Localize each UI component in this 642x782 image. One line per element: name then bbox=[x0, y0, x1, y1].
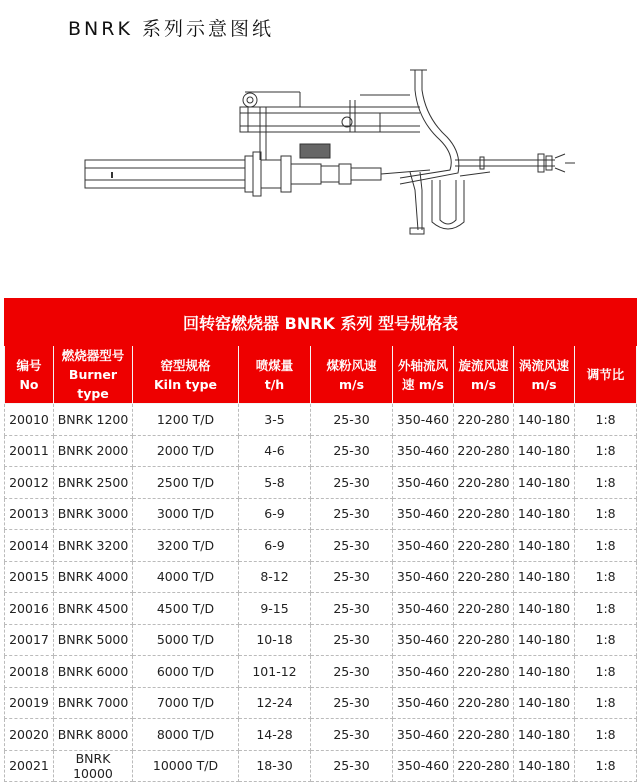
table-cell: 25-30 bbox=[311, 593, 393, 625]
column-header-cn: 旋流风速 bbox=[458, 357, 509, 373]
table-cell: 3200 T/D bbox=[133, 530, 239, 562]
table-cell: 12-24 bbox=[239, 687, 311, 719]
table-cell: 4500 T/D bbox=[133, 593, 239, 625]
column-header-en: t/h bbox=[264, 376, 285, 392]
table-cell: 140-180 bbox=[514, 624, 575, 656]
table-cell: 8000 T/D bbox=[133, 719, 239, 751]
table-cell: BNRK 6000 bbox=[54, 656, 133, 688]
table-row bbox=[5, 624, 637, 656]
table-cell: BNRK 4500 bbox=[54, 593, 133, 625]
table-cell: 220-280 bbox=[454, 719, 514, 751]
table-cell: 4-6 bbox=[239, 435, 311, 467]
table-cell: 4000 T/D bbox=[133, 561, 239, 593]
burner-barrel bbox=[85, 144, 430, 196]
table-cell: 25-30 bbox=[311, 530, 393, 562]
table-cell: 20013 bbox=[5, 498, 54, 530]
table-cell: 1:8 bbox=[575, 687, 637, 719]
table-cell: 20021 bbox=[5, 750, 54, 782]
table-cell: 5000 T/D bbox=[133, 624, 239, 656]
table-row bbox=[5, 498, 637, 530]
column-header-cn: 调节比 bbox=[586, 367, 625, 382]
table-cell: 140-180 bbox=[514, 467, 575, 499]
table-cell: 20016 bbox=[5, 593, 54, 625]
table-cell: 140-180 bbox=[514, 530, 575, 562]
table-cell: 350-460 bbox=[393, 530, 454, 562]
table-cell: 1:8 bbox=[575, 624, 637, 656]
table-cell: 220-280 bbox=[454, 530, 514, 562]
coal-feed-pipe bbox=[455, 154, 575, 172]
table-cell: 25-30 bbox=[311, 467, 393, 499]
table-cell: 18-30 bbox=[239, 750, 311, 782]
table-cell: 3000 T/D bbox=[133, 498, 239, 530]
table-cell: BNRK 3000 bbox=[54, 498, 133, 530]
table-cell: 220-280 bbox=[454, 498, 514, 530]
table-cell: 10-18 bbox=[239, 624, 311, 656]
table-cell: 140-180 bbox=[514, 656, 575, 688]
table-cell: 20017 bbox=[5, 624, 54, 656]
table-cell: 140-180 bbox=[514, 750, 575, 782]
table-cell: 25-30 bbox=[311, 435, 393, 467]
column-header-cn: 煤粉风速 bbox=[326, 357, 377, 373]
table-cell: 20012 bbox=[5, 467, 54, 499]
table-cell: 25-30 bbox=[311, 624, 393, 656]
table-cell: 14-28 bbox=[239, 719, 311, 751]
table-cell: 20019 bbox=[5, 687, 54, 719]
column-header bbox=[514, 346, 575, 404]
table-cell: 220-280 bbox=[454, 435, 514, 467]
table-cell: BNRK 1200 bbox=[54, 404, 133, 436]
table-row bbox=[5, 467, 637, 499]
table-cell: 25-30 bbox=[311, 656, 393, 688]
table-cell: 1200 T/D bbox=[133, 404, 239, 436]
table-cell: BNRK 3200 bbox=[54, 530, 133, 562]
table-cell: BNRK 4000 bbox=[54, 561, 133, 593]
column-header-en: m/s bbox=[470, 376, 497, 392]
table-cell: 350-460 bbox=[393, 656, 454, 688]
table-cell: BNRK 2500 bbox=[54, 467, 133, 499]
table-row bbox=[5, 687, 637, 719]
table-cell: BNRK 2000 bbox=[54, 435, 133, 467]
table-cell: 140-180 bbox=[514, 498, 575, 530]
table-cell: 140-180 bbox=[514, 435, 575, 467]
column-header bbox=[239, 346, 311, 404]
table-cell: 350-460 bbox=[393, 750, 454, 782]
table-cell: 5-8 bbox=[239, 467, 311, 499]
table-cell: 350-460 bbox=[393, 593, 454, 625]
table-row bbox=[5, 719, 637, 751]
table-cell: BNRK 8000 bbox=[54, 719, 133, 751]
table-cell: 25-30 bbox=[311, 404, 393, 436]
table-cell: 350-460 bbox=[393, 404, 454, 436]
table-cell: 9-15 bbox=[239, 593, 311, 625]
table-cell: BNRK 5000 bbox=[54, 624, 133, 656]
column-header-en: m/s bbox=[531, 376, 557, 392]
table-cell: 20010 bbox=[5, 404, 54, 436]
column-header-en: No bbox=[19, 376, 39, 392]
table-cell: 350-460 bbox=[393, 467, 454, 499]
table-caption: 回转窑燃烧器 BNRK 系列 型号规格表 bbox=[5, 299, 637, 346]
column-header-cn: 编号 bbox=[16, 357, 42, 373]
table-cell: 220-280 bbox=[454, 404, 514, 436]
page-title: BNRK 系列示意图纸 bbox=[68, 18, 274, 40]
column-header-en: 速 m/s bbox=[402, 376, 444, 392]
table-cell: 140-180 bbox=[514, 687, 575, 719]
table-cell: 25-30 bbox=[311, 498, 393, 530]
table-row bbox=[5, 530, 637, 562]
column-header bbox=[575, 346, 637, 404]
table-cell: 140-180 bbox=[514, 719, 575, 751]
column-header bbox=[5, 346, 54, 404]
column-header-cn: 窑型规格 bbox=[160, 357, 211, 373]
column-header bbox=[133, 346, 239, 404]
column-header-en: Kiln type bbox=[153, 376, 218, 392]
table-row bbox=[5, 656, 637, 688]
column-header-en: Burner type bbox=[68, 367, 118, 401]
table-cell: 6-9 bbox=[239, 530, 311, 562]
burner-schematic-drawing bbox=[60, 60, 590, 240]
table-cell: 1:8 bbox=[575, 750, 637, 782]
column-header bbox=[454, 346, 514, 404]
column-header-en: m/s bbox=[338, 376, 365, 392]
table-cell: 1:8 bbox=[575, 593, 637, 625]
table-cell: 10000 T/D bbox=[133, 750, 239, 782]
table-cell: 3-5 bbox=[239, 404, 311, 436]
table-cell: 220-280 bbox=[454, 593, 514, 625]
table-cell: 350-460 bbox=[393, 435, 454, 467]
table-cell: 25-30 bbox=[311, 750, 393, 782]
specification-table bbox=[4, 298, 637, 782]
table-cell: 1:8 bbox=[575, 530, 637, 562]
table-cell: 350-460 bbox=[393, 687, 454, 719]
table-cell: 1:8 bbox=[575, 435, 637, 467]
table-cell: 1:8 bbox=[575, 404, 637, 436]
table-cell: 20018 bbox=[5, 656, 54, 688]
table-cell: 20020 bbox=[5, 719, 54, 751]
column-header bbox=[393, 346, 454, 404]
table-cell: 25-30 bbox=[311, 719, 393, 751]
column-header-cn: 喷煤量 bbox=[255, 357, 294, 373]
table-cell: 1:8 bbox=[575, 561, 637, 593]
table-row bbox=[5, 750, 637, 782]
table-row bbox=[5, 404, 637, 436]
table-cell: 220-280 bbox=[454, 656, 514, 688]
table-row bbox=[5, 435, 637, 467]
table-row bbox=[5, 561, 637, 593]
table-cell: BNRK 10000 bbox=[54, 750, 133, 782]
table-cell: 140-180 bbox=[514, 593, 575, 625]
table-cell: 220-280 bbox=[454, 624, 514, 656]
table-header-row bbox=[5, 346, 637, 404]
table-cell: 220-280 bbox=[454, 561, 514, 593]
table-cell: 350-460 bbox=[393, 498, 454, 530]
table-cell: 2500 T/D bbox=[133, 467, 239, 499]
table-cell: 6000 T/D bbox=[133, 656, 239, 688]
table-cell: 6-9 bbox=[239, 498, 311, 530]
table-cell: 1:8 bbox=[575, 656, 637, 688]
column-header-cn: 外轴流风 bbox=[397, 357, 448, 373]
table-cell: 20014 bbox=[5, 530, 54, 562]
column-header-cn: 燃烧器型号 bbox=[61, 348, 125, 363]
table-cell: BNRK 7000 bbox=[54, 687, 133, 719]
table-cell: 140-180 bbox=[514, 404, 575, 436]
table-cell: 140-180 bbox=[514, 561, 575, 593]
table-cell: 20011 bbox=[5, 435, 54, 467]
table-cell: 220-280 bbox=[454, 687, 514, 719]
table-cell: 1:8 bbox=[575, 467, 637, 499]
table-cell: 1:8 bbox=[575, 498, 637, 530]
table-cell: 8-12 bbox=[239, 561, 311, 593]
air-duct bbox=[400, 70, 490, 234]
table-cell: 350-460 bbox=[393, 719, 454, 751]
table-cell: 101-12 bbox=[239, 656, 311, 688]
table-cell: 350-460 bbox=[393, 561, 454, 593]
table-cell: 2000 T/D bbox=[133, 435, 239, 467]
table-cell: 220-280 bbox=[454, 750, 514, 782]
column-header-cn: 涡流风速 bbox=[518, 357, 569, 373]
table-cell: 220-280 bbox=[454, 467, 514, 499]
column-header bbox=[311, 346, 393, 404]
table-cell: 7000 T/D bbox=[133, 687, 239, 719]
table-cell: 20015 bbox=[5, 561, 54, 593]
table-cell: 1:8 bbox=[575, 719, 637, 751]
column-header bbox=[54, 346, 133, 404]
table-cell: 350-460 bbox=[393, 624, 454, 656]
table-cell: 25-30 bbox=[311, 687, 393, 719]
table-body bbox=[5, 404, 637, 782]
table-cell: 25-30 bbox=[311, 561, 393, 593]
table-row bbox=[5, 593, 637, 625]
